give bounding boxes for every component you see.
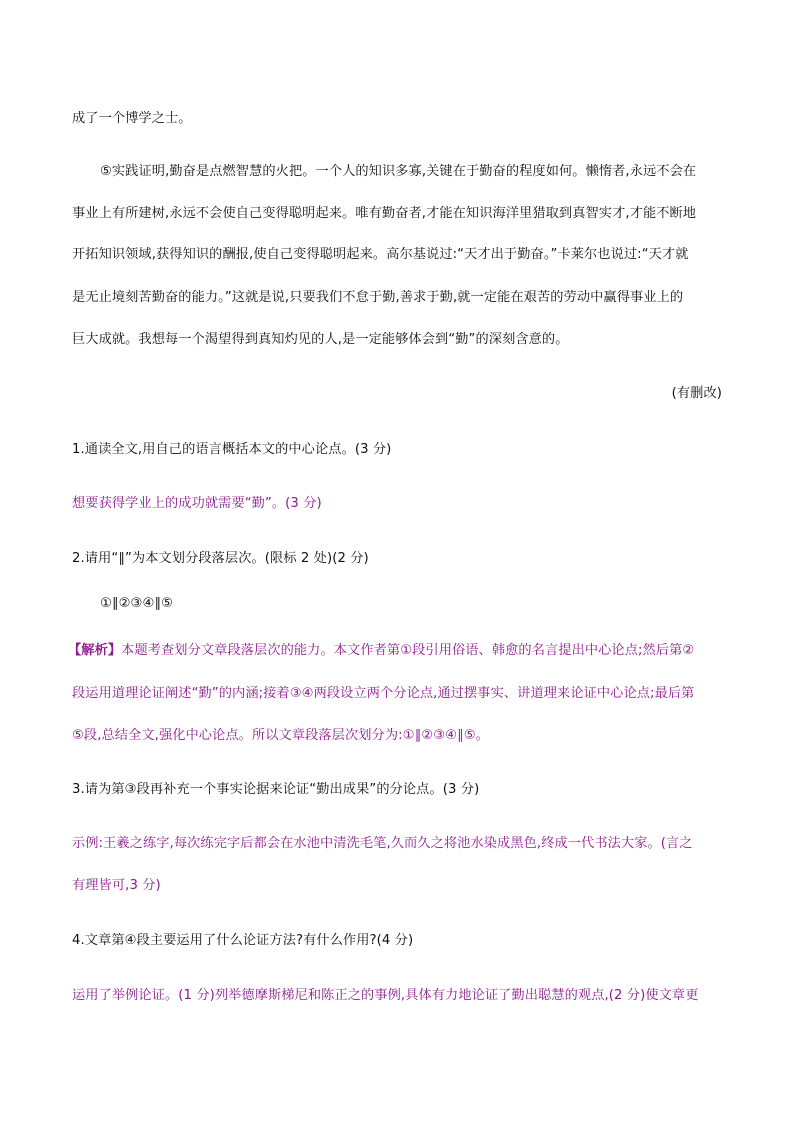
question-1-answer: 想要获得学业上的成功就需要“勤”。(3 分) xyxy=(72,496,322,511)
question-2-analysis-line-2: 段运用道理论证阐述“勤”的内涵;接着③④两段设立两个分论点,通过摆事实、讲道理来论证中心论点;最后第 xyxy=(72,686,695,701)
question-3-prompt: 3.请为第③段再补充一个事实论据来论证“勤出成果”的分论点。(3 分) xyxy=(72,782,480,797)
analysis-text: 本题考查划分文章段落层次的能力。本文作者第①段引用俗语、韩愈的名言提出中心论点;然后第② xyxy=(121,643,695,658)
question-4-prompt: 4.文章第④段主要运用了什么论证方法?有什么作用?(4 分) xyxy=(72,933,414,948)
passage-para5-line-4: 是无止境刻苦勤奋的能力。”这就是说,只要我们不怠于勤,善求于勤,就一定能在艰苦的劳动中赢得事业上的 xyxy=(72,290,684,305)
question-4-answer: 运用了举例论证。(1 分)列举德摩斯梯尼和陈正之的事例,具体有力地论证了勤出聪慧的观点,(2 分)使文章更 xyxy=(72,988,699,1003)
passage-para5-line-3: 开拓知识领域,获得知识的酬报,使自己变得聪明起来。高尔基说过:“天才出于勤奋。”卡莱尔也说过:“天才就 xyxy=(72,247,689,262)
passage-para5-line-1: ⑤实践证明,勤奋是点燃智慧的火把。一个人的知识多寡,关键在于勤奋的程度如何。懒惰者,永远不会在 xyxy=(100,164,697,179)
question-1-prompt: 1.通读全文,用自己的语言概括本文的中心论点。(3 分) xyxy=(72,442,392,457)
question-3-answer-line-1: 示例:王羲之练字,每次练完字后都会在水池中清洗毛笔,久而久之将池水染成黑色,终成一代书法大家。(言之 xyxy=(72,836,693,851)
passage-para5-line-5: 巨大成就。我想每一个渴望得到真知灼见的人,是一定能够体会到“勤”的深刻含意的。 xyxy=(72,332,569,347)
passage-para5-line-2: 事业上有所建树,永远不会使自己变得聪明起来。唯有勤奋者,才能在知识海洋里猎取到真智实才,才能不断地 xyxy=(72,206,697,221)
question-3-answer-line-2: 有理皆可,3 分) xyxy=(72,878,161,893)
passage-line: 成了一个博学之士。 xyxy=(72,111,192,126)
question-2-analysis-line-1 xyxy=(68,642,718,660)
question-2-prompt: 2.请用“∥”为本文划分段落层次。(限标 2 处)(2 分) xyxy=(72,551,369,566)
source-note: (有删改) xyxy=(671,386,722,401)
analysis-tag: 【解析】 xyxy=(68,643,122,658)
question-2-answer: ①∥②③④∥⑤ xyxy=(100,596,173,611)
question-2-analysis-line-3: ⑤段,总结全文,强化中心论点。所以文章段落层次划分为:①∥②③④∥⑤。 xyxy=(72,728,489,743)
